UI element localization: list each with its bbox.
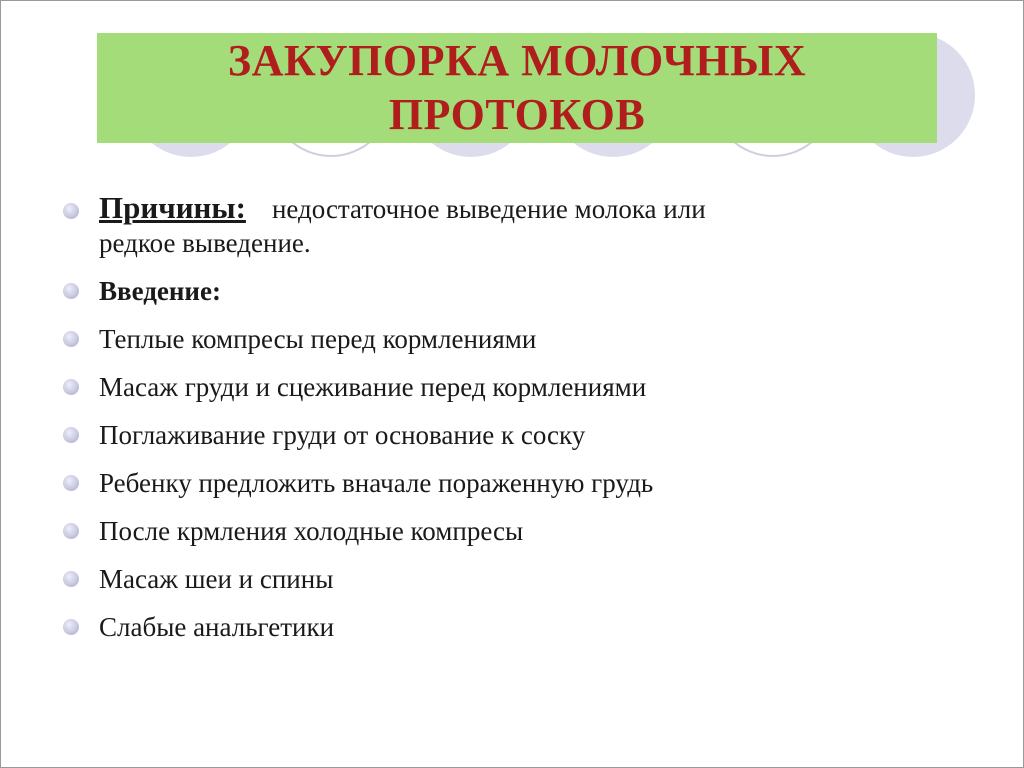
- list-item: [63, 370, 983, 404]
- list-item-text: После крмления холодные компресы: [99, 516, 524, 546]
- list-item-text: Ребенку предложить вначале пораженную грудь: [99, 468, 654, 498]
- slide-title: [228, 34, 806, 142]
- reasons-label: Причины:: [99, 190, 246, 225]
- list-item: [63, 610, 983, 644]
- reasons-text-line-1: недостаточное выведение молока или: [271, 194, 706, 224]
- list-item: [63, 418, 983, 452]
- list-item-text: Слабые анальгетики: [99, 612, 335, 642]
- list-item-text: Масаж груди и сцеживание перед кормлениями: [99, 372, 647, 402]
- list-item-text: Теплые компресы перед кормлениями: [99, 324, 537, 354]
- bullet-icon: [63, 379, 79, 395]
- bullet-icon: [63, 619, 79, 635]
- bullet-icon: [63, 283, 79, 299]
- bullet-icon: [63, 203, 79, 219]
- title-banner: [97, 33, 937, 143]
- list-item: [63, 274, 983, 308]
- list-item-text: Введение:: [99, 276, 221, 306]
- bullet-icon: [63, 331, 79, 347]
- bullet-list: [63, 191, 983, 644]
- bullet-icon: [63, 523, 79, 539]
- list-item-text: Масаж шеи и спины: [99, 564, 334, 594]
- title-line-2: ПРОТОКОВ: [388, 90, 646, 139]
- reasons-text-line-2: редкое выведение.: [99, 228, 311, 258]
- list-item: [63, 562, 983, 596]
- list-item: [63, 514, 983, 548]
- bullet-icon: [63, 571, 79, 587]
- list-item: [63, 466, 983, 500]
- list-item-text: Поглаживание груди от основание к соску: [99, 420, 586, 450]
- list-item-reasons: [63, 191, 983, 260]
- title-line-1: ЗАКУПОРКА МОЛОЧНЫХ: [227, 36, 807, 85]
- bullet-icon: [63, 427, 79, 443]
- bullet-icon: [63, 475, 79, 491]
- list-item: [63, 322, 983, 356]
